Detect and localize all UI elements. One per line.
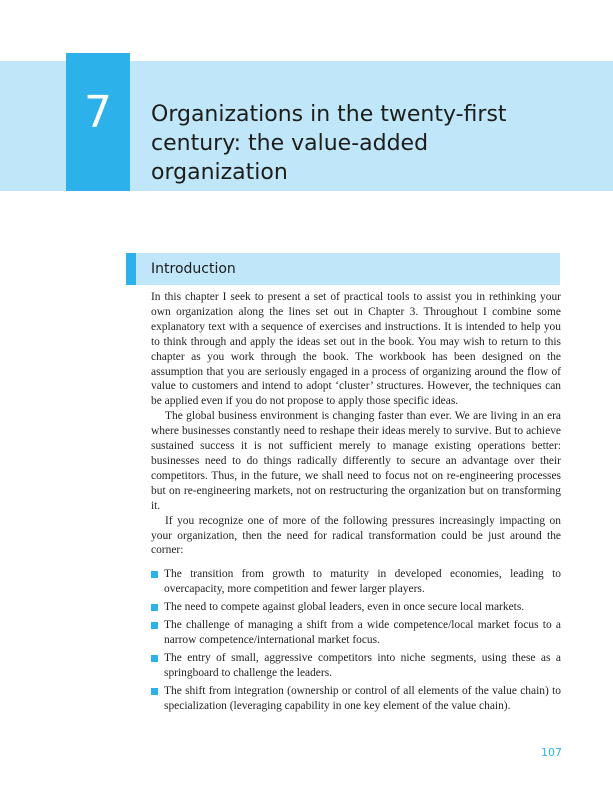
bullet-square-icon: [151, 655, 158, 662]
list-item: [151, 567, 561, 597]
list-item-text: The challenge of managing a shift from a wide competence/local market focus to a narrow competence/international market focus.: [164, 619, 561, 646]
bullet-square-icon: [151, 622, 158, 629]
list-item-text: The shift from integration (ownership or control of all elements of the value chain) to specialization (leveraging capability in one key element of the value chain).: [164, 684, 561, 712]
chapter-number: 7: [84, 87, 112, 138]
body-text: [151, 290, 561, 716]
chapter-title: Organizations in the twenty-first century: the value-added organization: [151, 102, 507, 185]
bullet-square-icon: [151, 571, 158, 578]
list-item: [151, 651, 561, 681]
chapter-number-box: [66, 53, 130, 191]
list-item: [151, 618, 561, 648]
list-item-text: The transition from growth to maturity in developed economies, leading to overcapacity, more competition and fewer larger players.: [164, 568, 561, 596]
paragraph: In this chapter I seek to present a set of practical tools to assist you in rethinking your own organization along the lines set out in Chapter 3. Throughout I combine some explanatory text with a sequence of exercises and instructions. It is intended to help you to think through and apply the ideas set out in the book. You may wish to return to this chapter as you work through the book. The workbook has been designed on the assumption that you are seriously engaged in a process of organizing around the flow of value to customers and intend to adopt ‘cluster’ structures. However, the techniques can be applied even if you do not propose to apply those specific ideas.: [151, 291, 561, 408]
list-item: [151, 600, 561, 615]
bullet-square-icon: [151, 688, 158, 695]
list-item-text: The entry of small, aggressive competitors into niche segments, using these as a springboard to challenge the leaders.: [164, 651, 561, 679]
list-item-text: The need to compete against global leaders, even in once secure local markets.: [164, 601, 525, 614]
bullet-list: [151, 567, 561, 713]
bullet-square-icon: [151, 604, 158, 611]
section-bar-accent: [126, 253, 136, 285]
page-number: 107: [541, 746, 562, 759]
section-heading: Introduction: [151, 261, 236, 277]
paragraph: If you recognize one of more of the following pressures increasingly impacting on your organization, then the need for radical transformation could be just around the corner:: [151, 514, 561, 557]
list-item: [151, 684, 561, 714]
paragraph: The global business environment is changing faster than ever. We are living in an era where businesses constantly need to reshape their ideas merely to survive. But to achieve sustained success it is not sufficient merely to manage existing operations better: businesses need to do things radically differently to secure an advantage over their competitors. Thus, in the future, we shall need to focus not on re-engineering processes but on re-engineering markets, not on restructuring the organization but on transforming it.: [151, 410, 561, 512]
